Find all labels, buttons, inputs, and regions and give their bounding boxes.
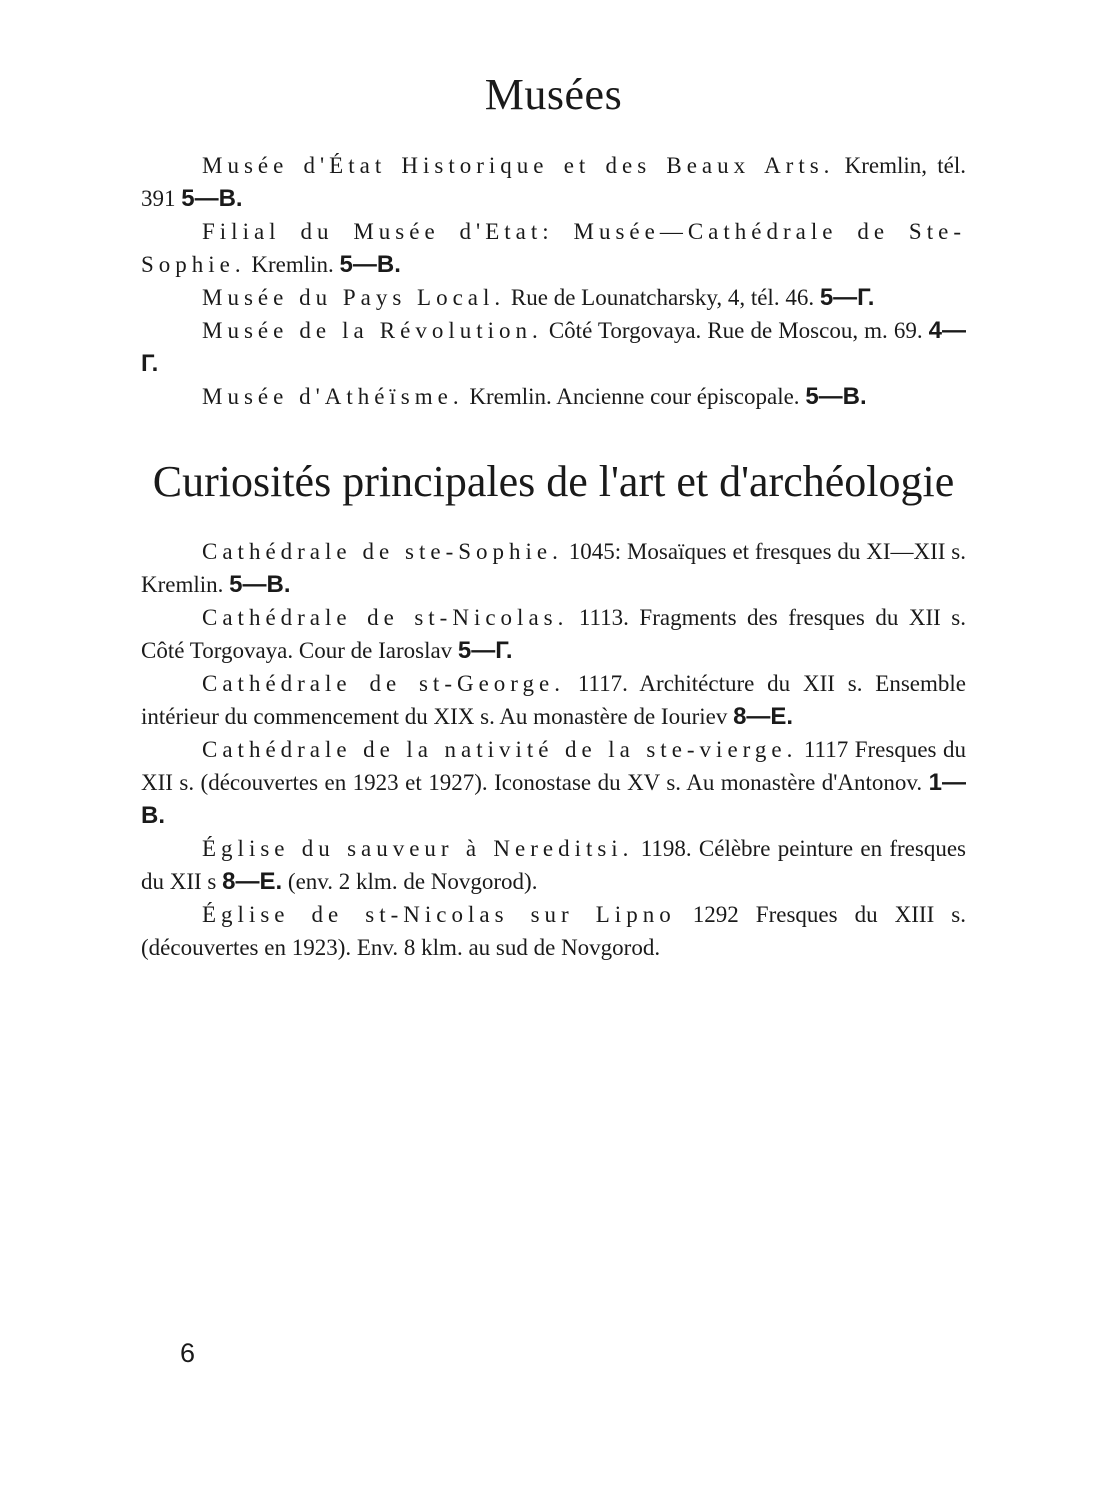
map-location: 5—B.	[229, 570, 291, 598]
entry-cathedrale-ste-sophie	[141, 535, 966, 601]
entry-text: 1045: Mosaïques et fresques du XI—XII s. Kremlin.	[141, 538, 967, 597]
entry-cathedrale-st-george	[141, 667, 966, 733]
entry-cathedrale-nativite	[141, 733, 966, 832]
entry-name: Cathédrale de la nativité de la ste-vierge.	[202, 736, 798, 762]
entry-text: Côté Torgovaya. Rue de Moscou, m. 69.	[542, 317, 929, 343]
entry-name: Musée d'Athéïsme.	[202, 383, 464, 409]
entry-musee-atheisme	[141, 380, 966, 413]
map-location: 5—B.	[805, 382, 867, 410]
map-location: 4—Г.	[141, 316, 966, 377]
entry-text: Kremlin.	[245, 251, 340, 277]
entry-name: Musée de la Révolution.	[202, 317, 543, 343]
entry-name: Cathédrale de st-George.	[202, 670, 565, 696]
entry-filial-musee	[141, 215, 966, 281]
entry-cathedrale-st-nicolas	[141, 601, 966, 667]
entry-eglise-nereditsi	[141, 832, 966, 898]
entry-tail: (env. 2 klm. de Novgorod).	[282, 868, 538, 894]
entry-text: 1117. Architécture du XII s. Ensemble intérieur du commencement du XIX s. Au monastère de Iouriev	[141, 670, 966, 729]
section-title-curiosities: Curiosités principales de l'art et d'archéologie	[152, 456, 955, 506]
map-location: 1—B.	[141, 768, 966, 829]
map-location: 5—B.	[181, 184, 243, 212]
entry-name: Cathédrale de st-Nicolas.	[202, 604, 569, 630]
entry-text: Kremlin, tél. 391	[141, 152, 966, 211]
map-location: 5—B.	[339, 250, 401, 278]
entry-name: Église du sauveur à Nereditsi.	[202, 835, 634, 861]
entry-text: 1117 Fresques du XII s. (découvertes en 1923 et 1927). Iconostase du XV s. Au monastère d'Antonov.	[141, 736, 967, 795]
entry-eglise-lipno	[141, 898, 966, 964]
map-location: 8—E.	[733, 702, 794, 730]
entry-text: Rue de Lounatcharsky, 4, tél. 46.	[505, 284, 820, 310]
map-location: 5—Г.	[457, 636, 513, 664]
page-content	[141, 70, 966, 964]
map-location: 8—E.	[222, 867, 283, 895]
page-number: 6	[180, 1338, 196, 1368]
section-title-museums: Musées	[484, 70, 623, 119]
entry-text: 1198. Célèbre peinture en fresques du XII s	[141, 835, 966, 894]
entry-name: Cathédrale de ste-Sophie.	[202, 538, 563, 564]
entry-name: Musée du Pays Local.	[202, 284, 506, 310]
entry-musee-historique	[141, 149, 966, 215]
entry-text: 1292 Fresques du XIII s. (découvertes en 1923). Env. 8 klm. au sud de Novgorod.	[141, 901, 966, 960]
map-location: 5—Г.	[819, 283, 875, 311]
entry-musee-revolution	[141, 314, 966, 380]
entry-text: Kremlin. Ancienne cour épiscopale.	[463, 383, 806, 409]
entry-text: 1113. Fragments des fresques du XII s. Côté Torgovaya. Cour de Iaroslav	[141, 604, 966, 663]
entry-name: Filial du Musée d'Etat: Musée—Cathédrale de Ste-Sophie.	[141, 218, 966, 277]
entry-name: Musée d'État Historique et des Beaux Arts.	[202, 152, 835, 178]
entry-musee-pays-local	[141, 281, 966, 314]
entry-name: Église de st-Nicolas sur Lipno	[202, 901, 676, 927]
